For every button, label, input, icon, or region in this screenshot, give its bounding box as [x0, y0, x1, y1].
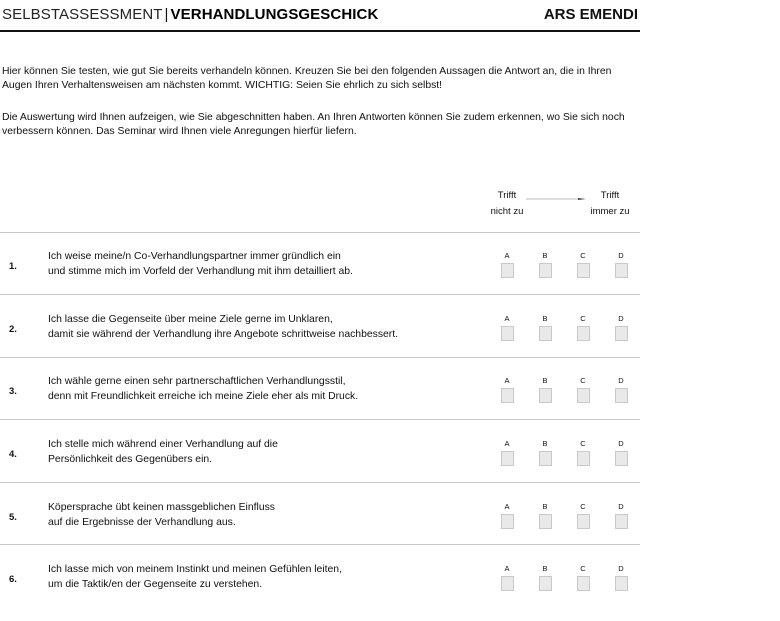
option-letter: B: [542, 251, 548, 260]
question-line-2: und stimme mich im Vorfeld der Verhandlung mit ihm detailliert ab.: [48, 266, 353, 277]
answer-checkbox[interactable]: [577, 326, 590, 341]
answer-checkbox[interactable]: [577, 576, 590, 591]
document-title: [2, 6, 378, 23]
scale-high-label: [582, 188, 638, 220]
answer-checkbox[interactable]: [615, 326, 628, 341]
question-row: [0, 371, 640, 433]
answer-checkbox[interactable]: [615, 388, 628, 403]
option-letter: D: [618, 564, 624, 573]
answer-option-a[interactable]: [499, 439, 515, 466]
question-text: [48, 374, 358, 404]
row-divider: [0, 357, 640, 358]
answer-option-c[interactable]: [575, 314, 591, 341]
option-letter: D: [618, 314, 624, 323]
answer-option-c[interactable]: [575, 502, 591, 529]
answer-option-b[interactable]: [537, 376, 553, 403]
answer-option-d[interactable]: [613, 376, 629, 403]
answer-option-a[interactable]: [499, 564, 515, 591]
answer-checkbox[interactable]: [501, 388, 514, 403]
question-row: [0, 246, 640, 308]
answer-option-a[interactable]: [499, 251, 515, 278]
answer-option-b[interactable]: [537, 314, 553, 341]
option-letter: A: [504, 564, 510, 573]
question-line-2: um die Taktik/en der Gegenseite zu verstehen.: [48, 579, 263, 590]
intro-paragraph-1: Hier können Sie testen, wie gut Sie bereits verhandeln können. Kreuzen Sie bei den folgenden Aussagen die Antwort an, die in Ihren Augen Ihren Verhaltensweisen am nächsten kommt. WICHTIG: Seien Sie ehrlich zu sich selbst!: [2, 66, 612, 91]
row-divider: [0, 419, 640, 420]
answer-option-c[interactable]: [575, 439, 591, 466]
option-letter: C: [580, 502, 586, 511]
option-letter: C: [580, 314, 586, 323]
question-text: [48, 249, 353, 279]
header-divider: [0, 30, 640, 32]
question-text: [48, 312, 398, 342]
brand-name: ARS EMENDI: [543, 6, 638, 23]
answer-checkbox[interactable]: [577, 514, 590, 529]
answer-option-d[interactable]: [613, 502, 629, 529]
answer-option-b[interactable]: [537, 502, 553, 529]
answer-option-a[interactable]: [499, 314, 515, 341]
answer-option-d[interactable]: [613, 314, 629, 341]
option-letter: C: [580, 251, 586, 260]
option-letter: A: [504, 376, 510, 385]
option-letter: A: [504, 251, 510, 260]
question-number: 2.: [9, 324, 17, 335]
scale-low-line2: nicht zu: [490, 206, 524, 217]
option-letter: D: [618, 502, 624, 511]
question-line-1: Ich lasse mich von meinem Instinkt und meinen Gefühlen leiten,: [48, 564, 342, 575]
title-separator: |: [164, 6, 169, 23]
title-topic: VERHANDLUNGSGESCHICK: [170, 6, 379, 23]
option-letter: A: [504, 502, 510, 511]
question-line-2: auf die Ergebnisse der Verhandlung aus.: [48, 517, 236, 528]
answer-checkbox[interactable]: [577, 263, 590, 278]
answer-option-c[interactable]: [575, 376, 591, 403]
option-letter: C: [580, 376, 586, 385]
scale-low-label: [482, 188, 532, 220]
question-line-1: Köpersprache übt keinen massgeblichen Einfluss: [48, 502, 275, 513]
header: [0, 6, 640, 28]
option-letter: B: [542, 376, 548, 385]
answer-checkbox[interactable]: [539, 326, 552, 341]
question-text: [48, 500, 275, 530]
question-number: 3.: [9, 386, 17, 397]
question-row: [0, 497, 640, 559]
question-line-1: Ich lasse die Gegenseite über meine Ziele gerne im Unklaren,: [48, 314, 333, 325]
question-number: 1.: [9, 261, 17, 272]
question-number: 6.: [9, 574, 17, 585]
answer-checkbox[interactable]: [539, 576, 552, 591]
answer-checkbox[interactable]: [501, 576, 514, 591]
answer-checkbox[interactable]: [501, 451, 514, 466]
title-category: SELBSTASSESSMENT: [2, 6, 163, 23]
answer-checkbox[interactable]: [539, 514, 552, 529]
question-text: [48, 437, 278, 467]
question-line-2: damit sie während der Verhandlung ihre Angebote schrittweise nachbessert.: [48, 329, 399, 340]
answer-option-b[interactable]: [537, 439, 553, 466]
answer-checkbox[interactable]: [615, 263, 628, 278]
row-divider: [0, 544, 640, 545]
option-letter: B: [542, 502, 548, 511]
question-line-2: denn mit Freundlichkeit erreiche ich meine Ziele eher als mit Druck.: [48, 391, 359, 402]
answer-option-d[interactable]: [613, 564, 629, 591]
answer-checkbox[interactable]: [501, 326, 514, 341]
question-text: [48, 562, 342, 592]
answer-option-c[interactable]: [575, 251, 591, 278]
answer-option-a[interactable]: [499, 376, 515, 403]
question-number: 5.: [9, 512, 17, 523]
question-row: [0, 309, 640, 371]
answer-checkbox[interactable]: [577, 451, 590, 466]
question-line-1: Ich wähle gerne einen sehr partnerschaftlichen Verhandlungsstil,: [48, 376, 346, 387]
question-row: [0, 434, 640, 496]
answer-option-d[interactable]: [613, 439, 629, 466]
option-letter: A: [504, 314, 510, 323]
question-row: [0, 559, 640, 621]
answer-option-c[interactable]: [575, 564, 591, 591]
row-divider: [0, 232, 640, 233]
answer-option-b[interactable]: [537, 251, 553, 278]
option-letter: B: [542, 439, 548, 448]
arrow-right-icon: [526, 198, 586, 200]
answer-checkbox[interactable]: [539, 451, 552, 466]
rating-scale-legend: [470, 188, 640, 220]
answer-option-d[interactable]: [613, 251, 629, 278]
question-line-1: Ich stelle mich während einer Verhandlung auf die: [48, 439, 278, 450]
answer-checkbox[interactable]: [577, 388, 590, 403]
option-letter: C: [580, 439, 586, 448]
answer-option-b[interactable]: [537, 564, 553, 591]
answer-checkbox[interactable]: [615, 451, 628, 466]
option-letter: B: [542, 564, 548, 573]
option-letter: C: [580, 564, 586, 573]
scale-high-line2: immer zu: [590, 206, 630, 217]
scale-high-line1: Trifft: [600, 190, 620, 201]
option-letter: D: [618, 251, 624, 260]
intro-paragraph-2: Die Auswertung wird Ihnen aufzeigen, wie Sie abgeschnitten haben. An Ihren Antworten können Sie zudem erkennen, wo Sie sich noch verbessern können. Das Seminar wird Ihnen viele Anregungen hierfür liefern.: [2, 112, 625, 137]
question-number: 4.: [9, 449, 17, 460]
row-divider: [0, 294, 640, 295]
scale-low-line1: Trifft: [497, 190, 517, 201]
answer-option-a[interactable]: [499, 502, 515, 529]
answer-checkbox[interactable]: [615, 514, 628, 529]
option-letter: D: [618, 376, 624, 385]
option-letter: B: [542, 314, 548, 323]
answer-checkbox[interactable]: [539, 388, 552, 403]
answer-checkbox[interactable]: [501, 514, 514, 529]
row-divider: [0, 482, 640, 483]
answer-checkbox[interactable]: [539, 263, 552, 278]
answer-checkbox[interactable]: [501, 263, 514, 278]
answer-checkbox[interactable]: [615, 576, 628, 591]
option-letter: A: [504, 439, 510, 448]
option-letter: D: [618, 439, 624, 448]
question-line-1: Ich weise meine/n Co-Verhandlungspartner immer gründlich ein: [48, 251, 341, 262]
question-line-2: Persönlichkeit des Gegenübers ein.: [48, 454, 213, 465]
